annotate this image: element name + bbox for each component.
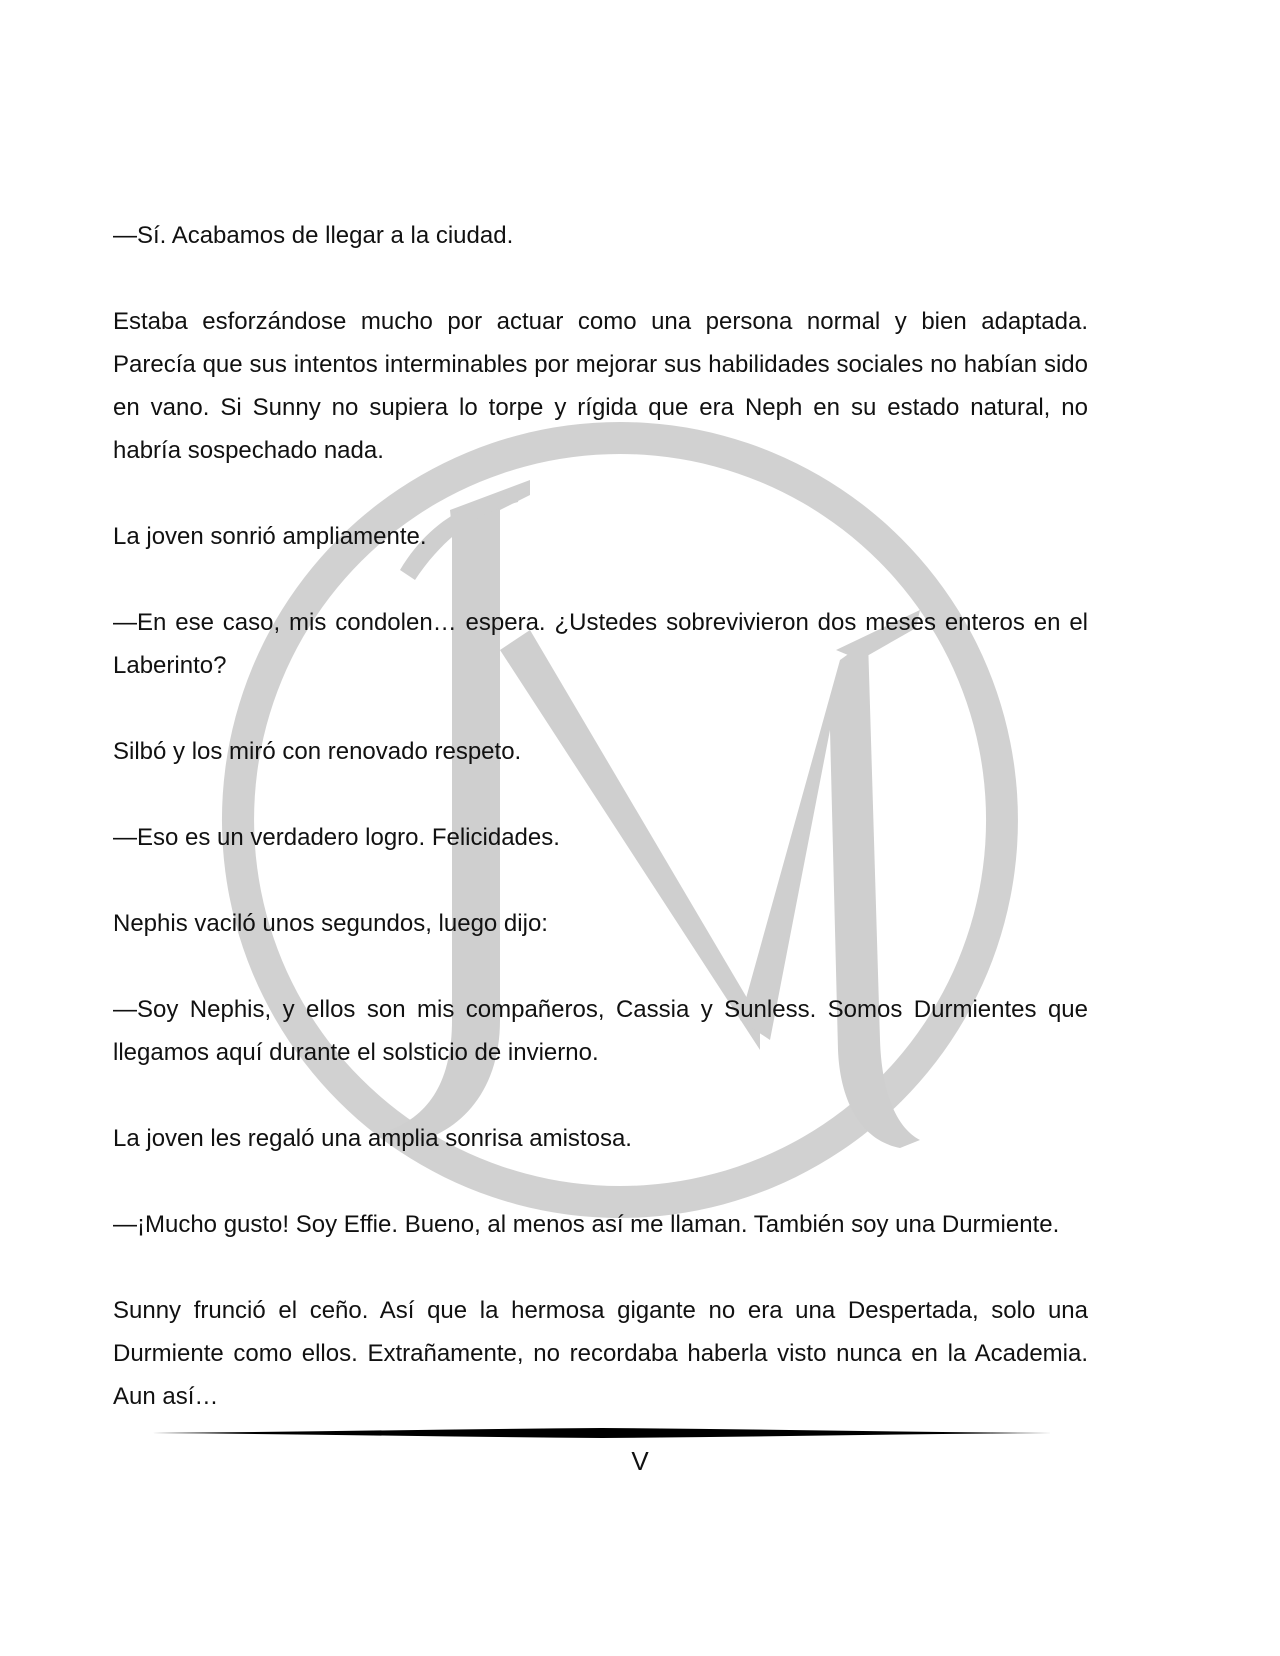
paragraph: La joven sonrió ampliamente. [113, 523, 427, 550]
footer-divider [152, 1427, 1052, 1439]
paragraph: Silbó y los miró con renovado respeto. [113, 738, 522, 765]
page-body [113, 214, 1088, 1418]
paragraph: La joven les regaló una amplia sonrisa amistosa. [113, 1125, 632, 1152]
paragraph: —En ese caso, mis condolen… espera. ¿Ustedes sobrevivieron dos meses enteros en el Laberinto? [113, 609, 1088, 679]
page-number: V [631, 1446, 649, 1476]
paragraph: —¡Mucho gusto! Soy Effie. Bueno, al menos así me llaman. También soy una Durmiente. [113, 1211, 1060, 1238]
paragraph: —Eso es un verdadero logro. Felicidades. [113, 824, 560, 851]
paragraph: Nephis vaciló unos segundos, luego dijo: [113, 910, 548, 937]
paragraph: —Sí. Acabamos de llegar a la ciudad. [113, 222, 514, 249]
paragraph: Estaba esforzándose mucho por actuar como una persona normal y bien adaptada. Parecía que sus intentos interminables por mejorar sus habilidades sociales no habían sido en vano. Si Sunny no supiera lo torpe y rígida que era Neph en su estado natural, no habría sospechado nada. [113, 308, 1088, 464]
paragraph: —Soy Nephis, y ellos son mis compañeros, Cassia y Sunless. Somos Durmientes que llegamos aquí durante el solsticio de invierno. [113, 996, 1088, 1066]
paragraph: Sunny frunció el ceño. Así que la hermosa gigante no era una Despertada, solo una Durmiente como ellos. Extrañamente, no recordaba haberla visto nunca en la Academia. Aun así… [113, 1297, 1088, 1410]
